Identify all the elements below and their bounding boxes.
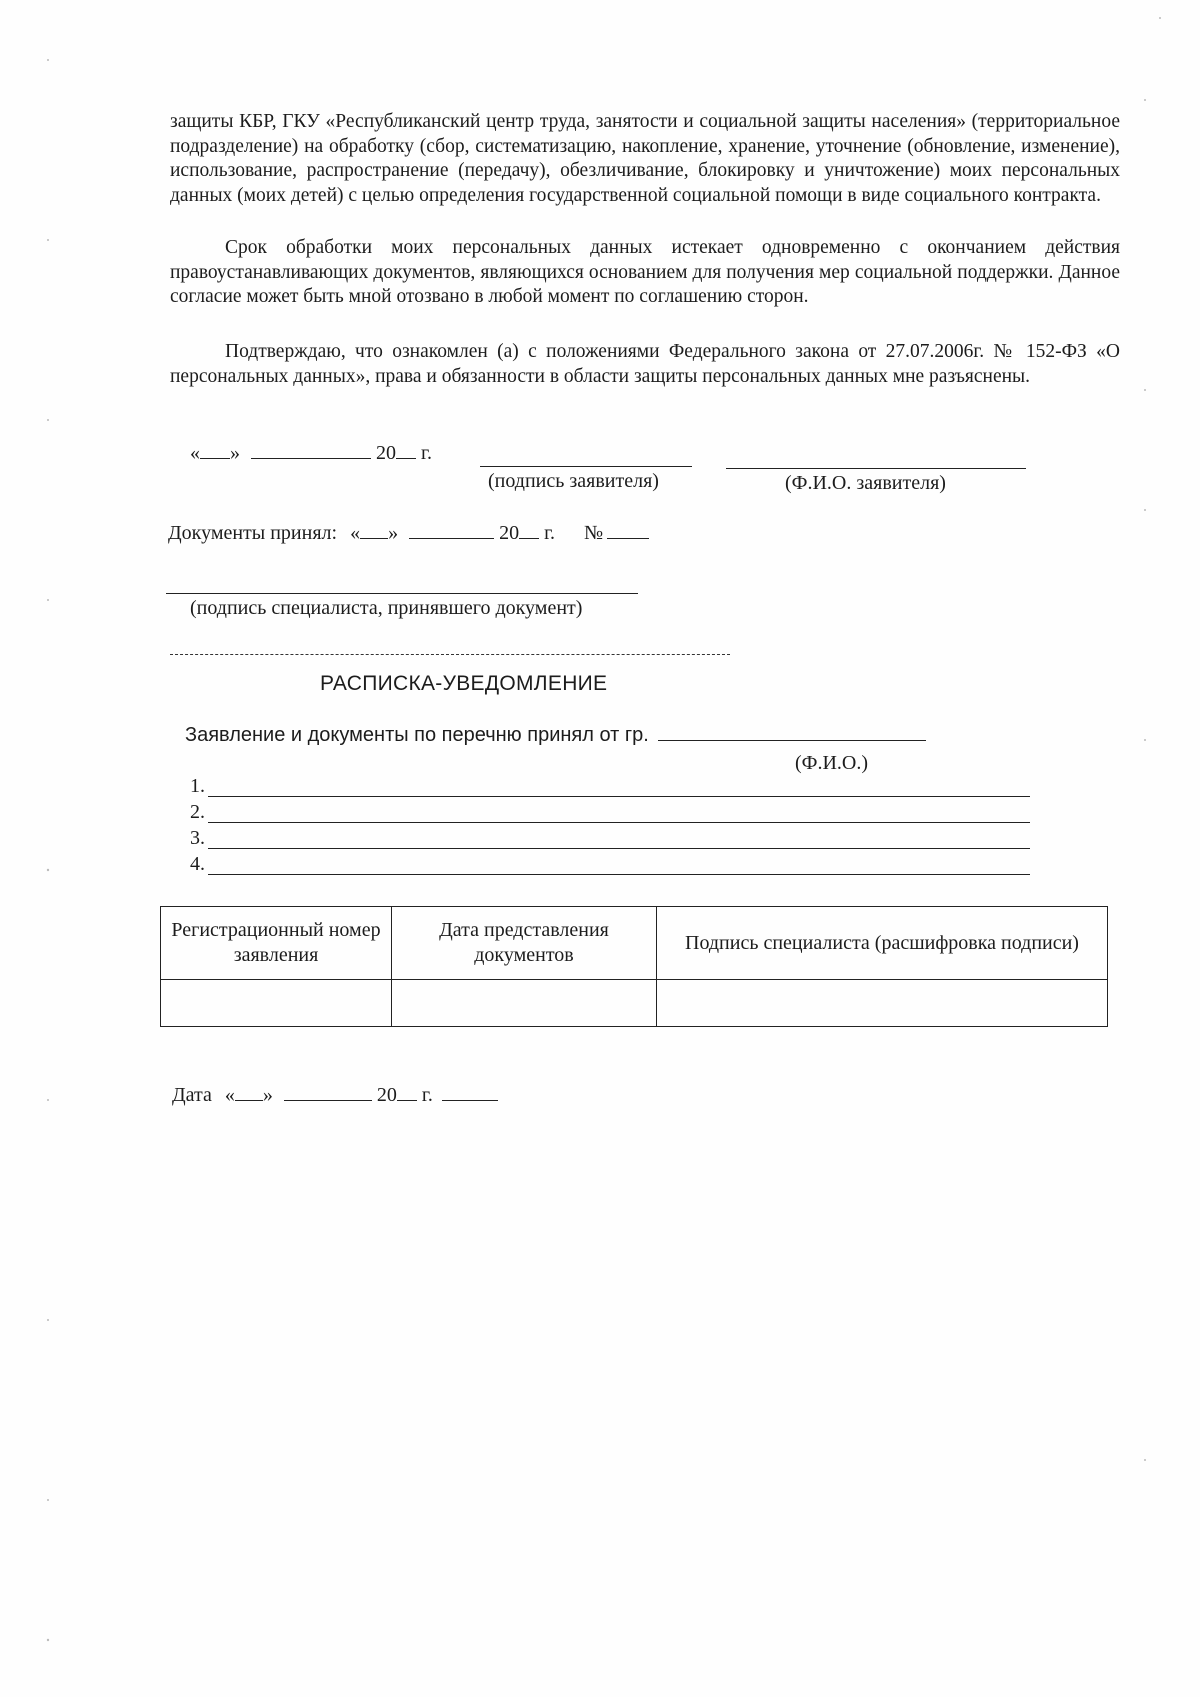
applicant-signature-caption: (подпись заявителя) xyxy=(488,470,659,492)
footer-year-blank xyxy=(397,1082,417,1101)
receipt-fio-caption: (Ф.И.О.) xyxy=(795,752,869,774)
receipt-fio-blank xyxy=(658,722,926,741)
footer-date-line: Дата « » 20 г. xyxy=(172,1082,498,1107)
footer-month-blank xyxy=(284,1082,372,1101)
tear-off-line xyxy=(170,654,730,655)
applicant-name-line xyxy=(726,468,1026,469)
list-item-line xyxy=(208,874,1030,875)
accepted-number-blank xyxy=(607,520,649,539)
accepted-month-blank xyxy=(409,520,494,539)
consent-paragraph-1: защиты КБР, ГКУ «Республиканский центр труда, занятости и социальной защиты населения» (территориальное подразделение) на обработку (сбор, систематизацию, накопление, хранение, уточнение (обновление, изменение), использование, распространение (передачу), обезличивание, блокировку и уничтожение) моих персональных данных (моих детей) с целью определения государственной социальной помощи в виде социального контракта. xyxy=(170,111,1120,206)
list-item-line xyxy=(208,822,1030,823)
accepted-day-blank xyxy=(360,520,388,539)
list-item-line xyxy=(208,796,1030,797)
cell-registration-number[interactable] xyxy=(161,980,392,1027)
applicant-date-line: « » 20 г. xyxy=(190,442,432,464)
table-header-row xyxy=(161,907,1108,980)
consent-paragraph-3: Подтверждаю, что ознакомлен (а) с положениями Федерального закона от 27.07.2006г. № 152-ФЗ «О персональных данных», права и обязанности в области защиты персональных данных мне разъяснены. xyxy=(170,341,1120,387)
table-row xyxy=(161,980,1108,1027)
registration-table xyxy=(160,906,1108,1027)
header-registration-number: Регистрационный номер заявления xyxy=(161,907,392,980)
number-sign: № xyxy=(584,522,604,544)
header-submission-date: Дата представления документов xyxy=(392,907,657,980)
specialist-signature-caption: (подпись специалиста, принявшего документ) xyxy=(190,597,583,619)
list-item-line xyxy=(208,848,1030,849)
month-blank xyxy=(251,440,371,459)
documents-accepted-label: Документы принял: xyxy=(168,522,338,544)
specialist-signature-line xyxy=(166,593,638,594)
year-blank xyxy=(396,440,416,459)
header-specialist-signature: Подпись специалиста (расшифровка подписи) xyxy=(657,907,1108,980)
footer-extra-blank xyxy=(442,1082,498,1101)
accepted-year-blank xyxy=(519,520,539,539)
applicant-name-caption: (Ф.И.О. заявителя) xyxy=(785,472,946,494)
cell-specialist-signature[interactable] xyxy=(657,980,1108,1027)
footer-day-blank xyxy=(235,1082,263,1101)
cell-submission-date[interactable] xyxy=(392,980,657,1027)
receipt-title: РАСПИСКА-УВЕДОМЛЕНИЕ xyxy=(320,672,608,695)
applicant-signature-line xyxy=(480,466,692,467)
day-blank xyxy=(200,440,230,459)
receipt-received-text: Заявление и документы по перечню принял от гр. xyxy=(185,724,649,746)
footer-date-label: Дата xyxy=(172,1084,212,1106)
consent-paragraph-2: Срок обработки моих персональных данных истекает одновременно с окончанием действия правоустанавливающих документов, являющихся основанием для получения мер социальной поддержки. Данное согласие может быть мной отозвано в любой момент по соглашению сторон. xyxy=(170,237,1120,307)
receipt-received-line xyxy=(185,722,926,747)
documents-accepted-line: Документы принял: « » 20 г. № xyxy=(168,520,649,545)
